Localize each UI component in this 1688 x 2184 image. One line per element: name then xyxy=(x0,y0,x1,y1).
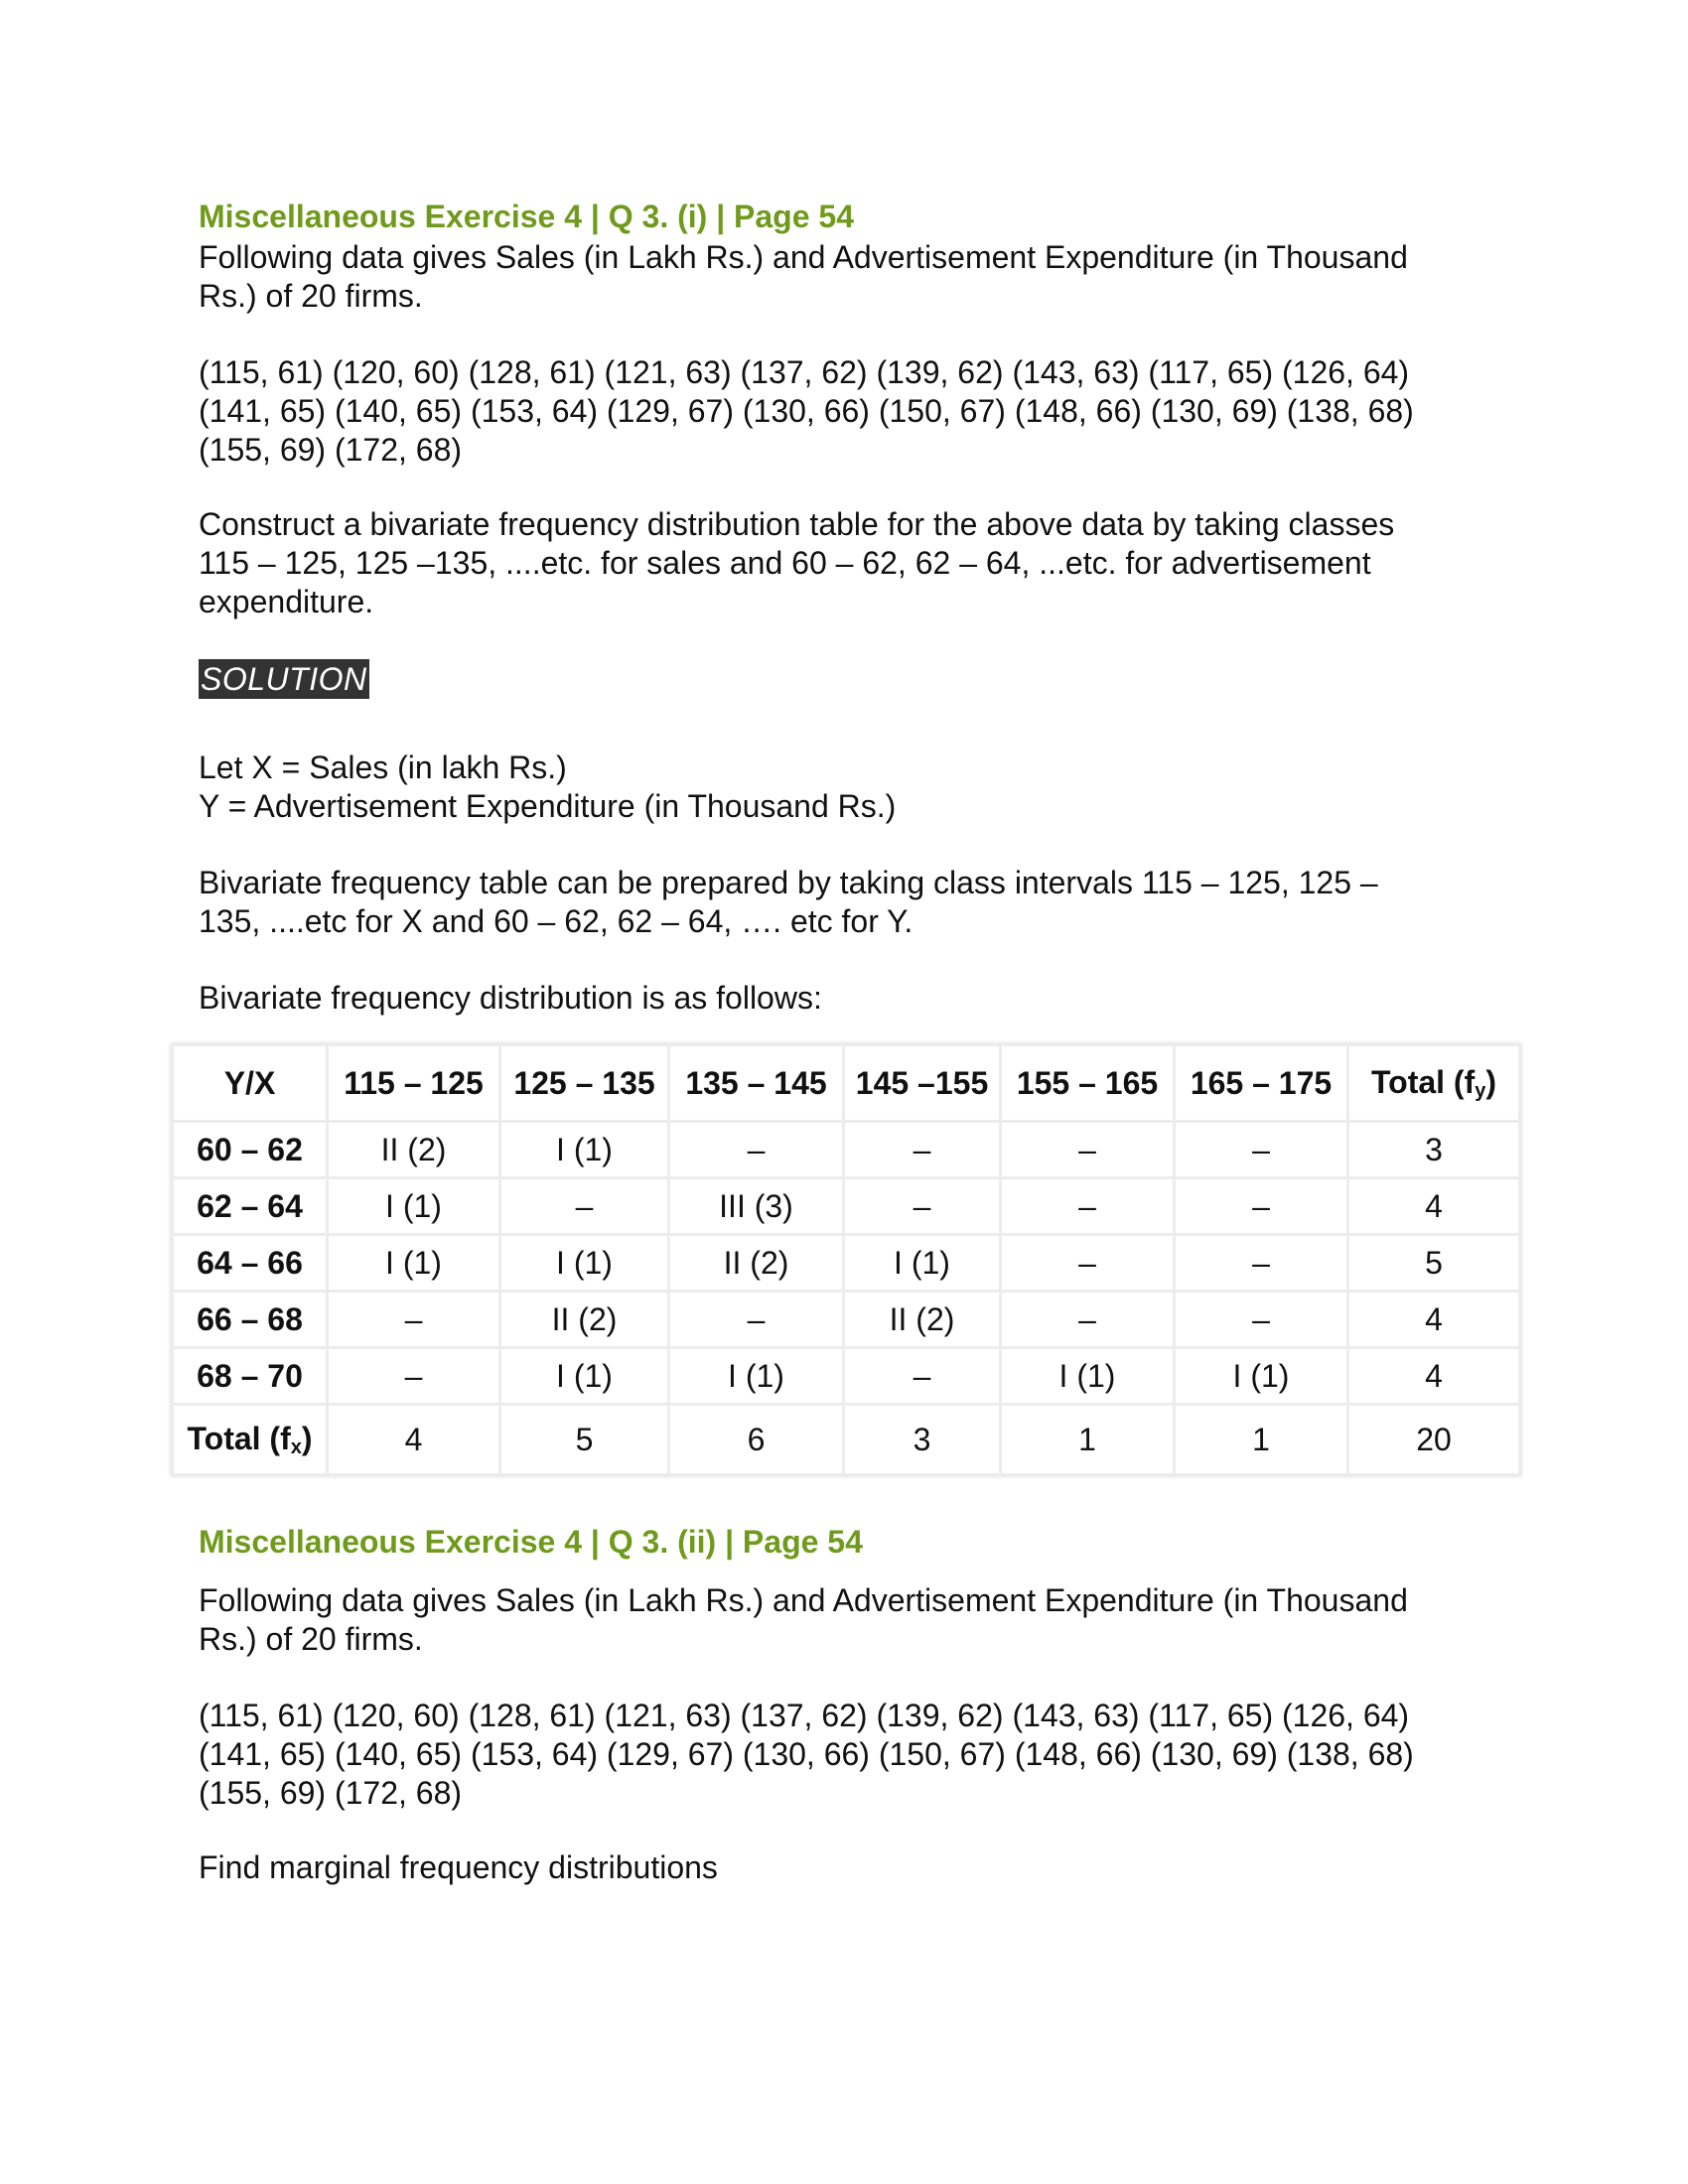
row-total: 5 xyxy=(1348,1235,1520,1292)
table-row xyxy=(173,1292,1520,1348)
totals-row xyxy=(173,1405,1520,1475)
column-header: 115 – 125 xyxy=(328,1045,500,1122)
total-x-header xyxy=(173,1405,328,1475)
total-x-close: ) xyxy=(301,1420,313,1456)
table-cell: – xyxy=(500,1178,669,1235)
total-x-subscript: x xyxy=(290,1435,302,1458)
total-x-label: Total (f xyxy=(187,1420,291,1456)
column-header: 155 – 165 xyxy=(1001,1045,1175,1122)
total-y-close: ) xyxy=(1485,1063,1497,1100)
row-header: 68 – 70 xyxy=(173,1348,328,1405)
table-cell: – xyxy=(1001,1122,1175,1178)
question-text: Construct a bivariate frequency distribution table for the above data by taking classes 115 – 125, 125 –135, ....etc. for sales and 60 – 62, 62 – 64, ...etc. for advertisement expenditure. xyxy=(199,506,1395,619)
column-total: 4 xyxy=(328,1405,500,1475)
bivariate-frequency-table xyxy=(171,1043,1521,1476)
table-cell: II (2) xyxy=(844,1292,1001,1348)
table-intro: Bivariate frequency distribution is as follows: xyxy=(199,980,822,1016)
table-header-row xyxy=(173,1045,1520,1122)
table-cell: I (1) xyxy=(328,1235,500,1292)
column-total: 1 xyxy=(1001,1405,1175,1475)
row-total: 4 xyxy=(1348,1178,1520,1235)
question-intro: Following data gives Sales (in Lakh Rs.) and Advertisement Expenditure (in Thousand Rs.) of 20 firms. xyxy=(199,239,1408,314)
table-row xyxy=(173,1178,1520,1235)
question-section-q3-ii xyxy=(199,1520,1509,1887)
data-pairs: (115, 61) (120, 60) (128, 61) (121, 63) (137, 62) (139, 62) (143, 63) (117, 65) (126, 64) (141, 65) (140, 65) (153, 64) (129, 67) (130, 66) (150, 67) (148, 66) (130, 69) (138, 68) (155, 69) (172, 68) xyxy=(199,354,1414,468)
corner-header: Y/X xyxy=(173,1045,328,1122)
table-cell: II (2) xyxy=(328,1122,500,1178)
table-cell: I (1) xyxy=(669,1348,844,1405)
row-total: 4 xyxy=(1348,1292,1520,1348)
table-row xyxy=(173,1122,1520,1178)
row-total: 3 xyxy=(1348,1122,1520,1178)
solution-badge: SOLUTION xyxy=(201,661,367,697)
data-pairs: (115, 61) (120, 60) (128, 61) (121, 63) (137, 62) (139, 62) (143, 63) (117, 65) (126, 64) (141, 65) (140, 65) (153, 64) (129, 67) (130, 66) (150, 67) (148, 66) (130, 69) (138, 68) (155, 69) (172, 68) xyxy=(199,1698,1414,1811)
column-header: 125 – 135 xyxy=(500,1045,669,1122)
column-total: 3 xyxy=(844,1405,1001,1475)
table-cell: I (1) xyxy=(328,1178,500,1235)
question-heading-q3-i: Miscellaneous Exercise 4 | Q 3. (i) | Page 54 xyxy=(199,199,854,234)
table-cell: III (3) xyxy=(669,1178,844,1235)
row-header: 66 – 68 xyxy=(173,1292,328,1348)
table-cell: – xyxy=(1001,1292,1175,1348)
table-row xyxy=(173,1348,1520,1405)
row-total: 4 xyxy=(1348,1348,1520,1405)
table-cell: – xyxy=(328,1348,500,1405)
row-header: 60 – 62 xyxy=(173,1122,328,1178)
column-total: 6 xyxy=(669,1405,844,1475)
column-header: 165 – 175 xyxy=(1175,1045,1348,1122)
table-cell: I (1) xyxy=(1175,1348,1348,1405)
table-cell: – xyxy=(1001,1235,1175,1292)
column-header: 145 –155 xyxy=(844,1045,1001,1122)
question-heading-q3-ii: Miscellaneous Exercise 4 | Q 3. (ii) | Page 54 xyxy=(199,1524,863,1560)
table-cell: – xyxy=(1175,1122,1348,1178)
question-text: Find marginal frequency distributions xyxy=(199,1849,718,1885)
table-cell: – xyxy=(844,1348,1001,1405)
row-header: 64 – 66 xyxy=(173,1235,328,1292)
table-cell: I (1) xyxy=(500,1348,669,1405)
total-y-label: Total (f xyxy=(1370,1063,1476,1100)
table-cell: I (1) xyxy=(500,1122,669,1178)
solution-explanation: Bivariate frequency table can be prepared by taking class intervals 115 – 125, 125 – 135, ....etc for X and 60 – 62, 62 – 64, …. etc for Y. xyxy=(199,865,1378,939)
row-header: 62 – 64 xyxy=(173,1178,328,1235)
let-x-definition: Let X = Sales (in lakh Rs.) xyxy=(199,750,567,785)
table-cell: – xyxy=(1001,1178,1175,1235)
table-cell: II (2) xyxy=(500,1292,669,1348)
table-cell: – xyxy=(669,1292,844,1348)
table-cell: – xyxy=(1175,1178,1348,1235)
total-y-subscript: y xyxy=(1475,1079,1486,1102)
document-page xyxy=(187,195,1509,1887)
column-total: 1 xyxy=(1175,1405,1348,1475)
table-cell: – xyxy=(844,1122,1001,1178)
table-cell: – xyxy=(328,1292,500,1348)
total-y-header xyxy=(1348,1045,1520,1122)
grand-total: 20 xyxy=(1348,1405,1520,1475)
table-cell: I (1) xyxy=(500,1235,669,1292)
table-cell: – xyxy=(844,1178,1001,1235)
table-cell: – xyxy=(1175,1292,1348,1348)
column-header: 135 – 145 xyxy=(669,1045,844,1122)
table-cell: – xyxy=(669,1122,844,1178)
bivariate-table-wrapper xyxy=(171,1043,1518,1476)
table-cell: I (1) xyxy=(1001,1348,1175,1405)
let-y-definition: Y = Advertisement Expenditure (in Thousand Rs.) xyxy=(199,788,897,824)
table-cell: – xyxy=(1175,1235,1348,1292)
question-intro: Following data gives Sales (in Lakh Rs.) and Advertisement Expenditure (in Thousand Rs.) of 20 firms. xyxy=(199,1582,1408,1657)
table-row xyxy=(173,1235,1520,1292)
table-cell: I (1) xyxy=(844,1235,1001,1292)
table-cell: II (2) xyxy=(669,1235,844,1292)
column-total: 5 xyxy=(500,1405,669,1475)
